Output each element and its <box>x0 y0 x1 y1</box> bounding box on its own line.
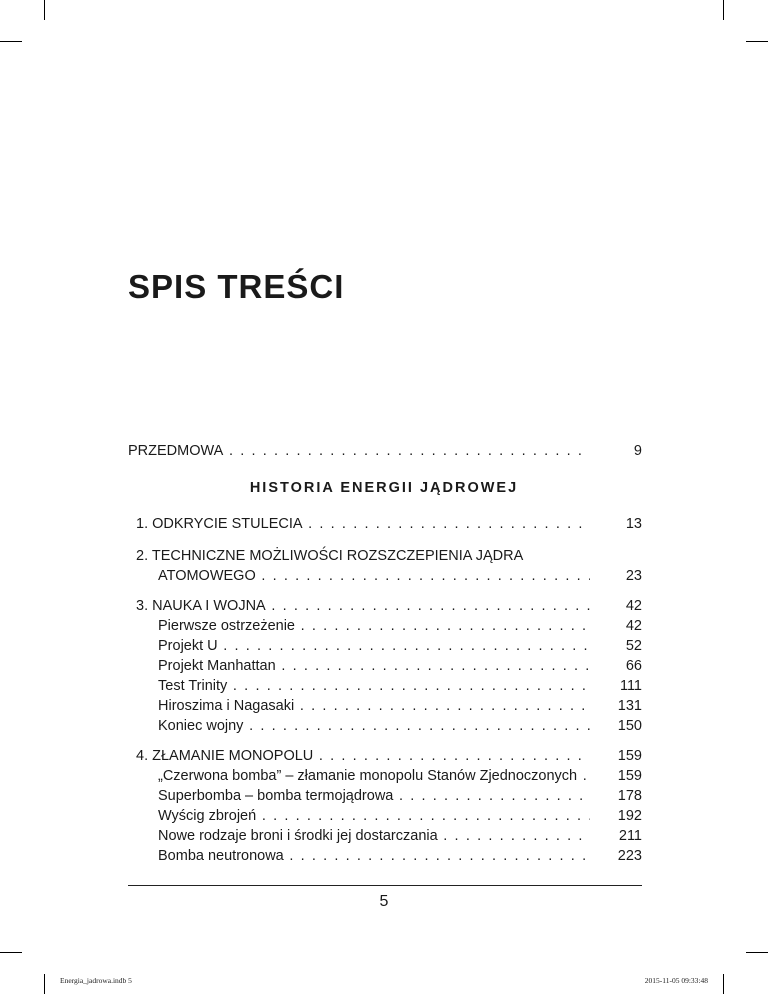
toc-label: Superbomba – bomba termojądrowa . . . <box>158 786 590 806</box>
toc-label: Projekt U . . . <box>158 636 590 656</box>
toc-page: 131 <box>617 698 642 714</box>
toc-label: Hiroszima i Nagasaki . . . <box>158 696 590 716</box>
toc-entry-chapter <box>0 746 768 766</box>
toc-page: 13 <box>625 516 642 532</box>
page-number: 5 <box>379 893 389 910</box>
toc-label: Test Trinity . . . <box>158 676 590 696</box>
toc-page: 42 <box>625 618 642 634</box>
toc-page: 111 <box>619 678 642 694</box>
toc-entry-subsection <box>0 806 768 826</box>
print-slug-left: Energia_jadrowa.indb 5 <box>60 976 132 985</box>
toc-page: 192 <box>617 808 642 824</box>
toc-entry-subsection <box>0 616 768 636</box>
toc-entry-subsection <box>0 656 768 676</box>
crop-mark <box>746 952 768 953</box>
crop-mark <box>44 0 45 20</box>
toc-entry-chapter <box>0 566 768 586</box>
toc-page: 159 <box>617 768 642 784</box>
toc-page: 42 <box>625 598 642 614</box>
toc-entry-subsection <box>0 676 768 696</box>
toc-label: Koniec wojny . . . <box>158 716 590 736</box>
toc-label: 3. NAUKA I WOJNA . . . <box>136 596 590 616</box>
toc-label: „Czerwona bomba” – złamanie monopolu Stanów Zjednoczonych . . . <box>158 766 590 786</box>
toc-label: 4. ZŁAMANIE MONOPOLU . . . <box>136 746 590 766</box>
toc-page: 211 <box>618 828 642 844</box>
section-heading: HISTORIA ENERGII JĄDROWEJ <box>249 480 519 496</box>
toc-entry-preface <box>0 441 768 461</box>
crop-mark <box>0 952 22 953</box>
toc-label: PRZEDMOWA . . . <box>128 441 590 461</box>
toc-page: 52 <box>625 638 642 654</box>
toc-entry-subsection <box>0 826 768 846</box>
toc-entry-subsection <box>0 636 768 656</box>
toc-label: Bomba neutronowa . . . <box>158 846 590 866</box>
toc-label: Projekt Manhattan . . . <box>158 656 590 676</box>
toc-page: 66 <box>625 658 642 674</box>
toc-label: Nowe rodzaje broni i środki jej dostarczania . . . <box>158 826 590 846</box>
toc-page: 150 <box>617 718 642 734</box>
toc-entry-chapter <box>0 596 768 616</box>
crop-mark <box>746 41 768 42</box>
toc-entry-chapter <box>0 514 768 534</box>
crop-mark <box>0 41 22 42</box>
toc-page: 9 <box>633 443 642 459</box>
toc-page: 223 <box>617 848 642 864</box>
toc-label-line: 2. TECHNICZNE MOŻLIWOŚCI ROZSZCZEPIENIA JĄDRA <box>136 548 524 564</box>
toc-page: 159 <box>617 748 642 764</box>
print-slug-right: 2015-11-05 09:33:48 <box>644 976 708 985</box>
toc-label: Pierwsze ostrzeżenie . . . <box>158 616 590 636</box>
toc-page: 178 <box>617 788 642 804</box>
page-title: SPIS TREŚCI <box>128 268 345 305</box>
crop-mark <box>723 0 724 20</box>
toc-label: Wyścig zbrojeń . . . <box>158 806 590 826</box>
crop-mark <box>723 974 724 994</box>
toc-label: 1. ODKRYCIE STULECIA . . . <box>136 514 590 534</box>
toc-entry-subsection <box>0 716 768 736</box>
toc-entry-subsection <box>0 696 768 716</box>
toc-entry-subsection <box>0 766 768 786</box>
crop-mark <box>44 974 45 994</box>
toc-entry-subsection <box>0 846 768 866</box>
toc-page: 23 <box>625 568 642 584</box>
toc-label: ATOMOWEGO . . . <box>158 566 590 586</box>
footer-rule <box>128 885 642 886</box>
toc-entry-subsection <box>0 786 768 806</box>
